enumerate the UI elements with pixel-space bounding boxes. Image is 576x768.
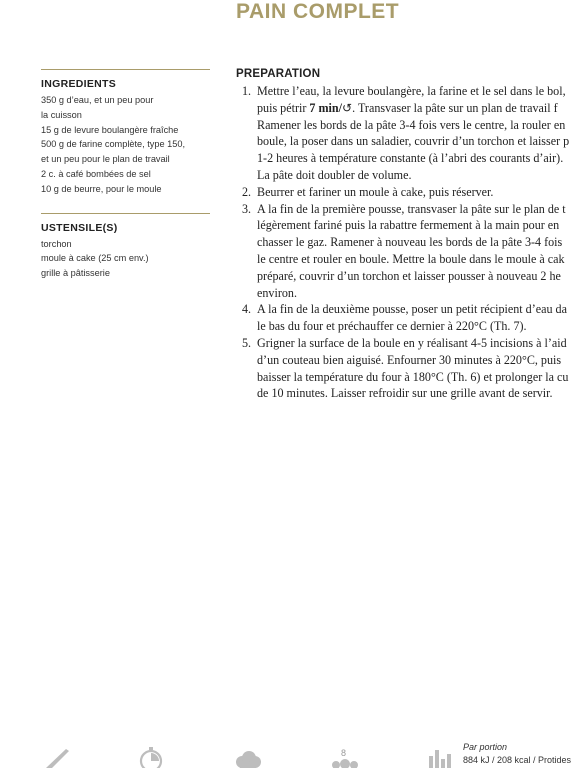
step-item: 3. A la fin de la première pousse, transvaser la pâte sur le plan de t légèrement fariné puis la rabattre fermement à la main pour en chasser le gaz. Ramener à nouveau les bords de la pâte 3-4 fois le centre et rouler en boule. Mettre la boule dans le moule à cak préparé, couvrir d’un torchon et laisser pousser à nouveau 2 he environ. [242,201,566,300]
knife-icon [42,746,72,768]
portion-label: Par portion [463,742,508,752]
ingredients-list [41,93,210,197]
step-item: 2. Beurrer et fariner un moule à cake, puis réserver. [242,184,494,199]
speed-reverse-icon: ↺ [342,100,353,115]
list-item: 500 g de farine complète, type 150, et un peu pour le plan de travail [41,139,186,165]
section-divider [41,213,210,214]
left-column [41,69,210,281]
preparation-heading: PREPARATION [236,68,321,80]
step-item: 4. A la fin de la deuxième pousse, poser un petit récipient d’eau da le bas du four et préchauffer ce dernier à 220°C (Th. 7). [242,302,567,334]
list-item: moule à cake (25 cm env.) [41,253,149,264]
list-item: torchon [41,238,72,249]
list-item: 10 g de beurre, pour le moule [41,183,162,194]
nutrition-chart-icon [428,748,456,768]
portions-icon [331,759,359,768]
step-item: 5. Grigner la surface de la boule en y réalisant 4-5 incisions à l’aid d’un couteau bien aiguisé. Enfourner 30 minutes à 220°C, puis baisser la température du four à 180°C (Th. 6) et prolonger la cu de 10 minutes. Laisser refroidir sur une grille avant de servir. [242,335,569,401]
list-item: grille à pâtisserie [41,268,110,279]
timer-icon [137,746,165,768]
step-item: 1. Mettre l’eau, la levure boulangère, la farine et le sel dans le bol, puis pétrir 7 min/↺. Transvaser la pâte sur un plan de travail f Ramener les bords de la pâte 3-4 fois vers le centre, la rouler en boule, la poser dans un saladier, couvrir d’un torchon et laisser p 1-2 heures à température constante (à l’abri des courants d’air). La pâte doit doubler de volume. [242,84,570,182]
portion-value: 884 kJ / 208 kcal / Protides [463,755,572,765]
ingredients-heading: INGREDIENTS [41,78,117,90]
page-title: PAIN COMPLET [236,0,400,23]
preparation-steps [236,83,576,402]
section-divider [41,69,210,70]
list-item: 15 g de levure boulangère fraîche [41,124,179,135]
utensils-list [41,237,210,281]
portions-count: 8 [341,748,347,758]
preparation-column [236,68,576,402]
cloud-icon [234,750,262,768]
list-item: 350 g d’eau, et un peu pour la cuisson [41,95,154,120]
utensils-heading: USTENSILE(S) [41,221,118,234]
list-item: 2 c. à café bombées de sel [41,168,151,179]
